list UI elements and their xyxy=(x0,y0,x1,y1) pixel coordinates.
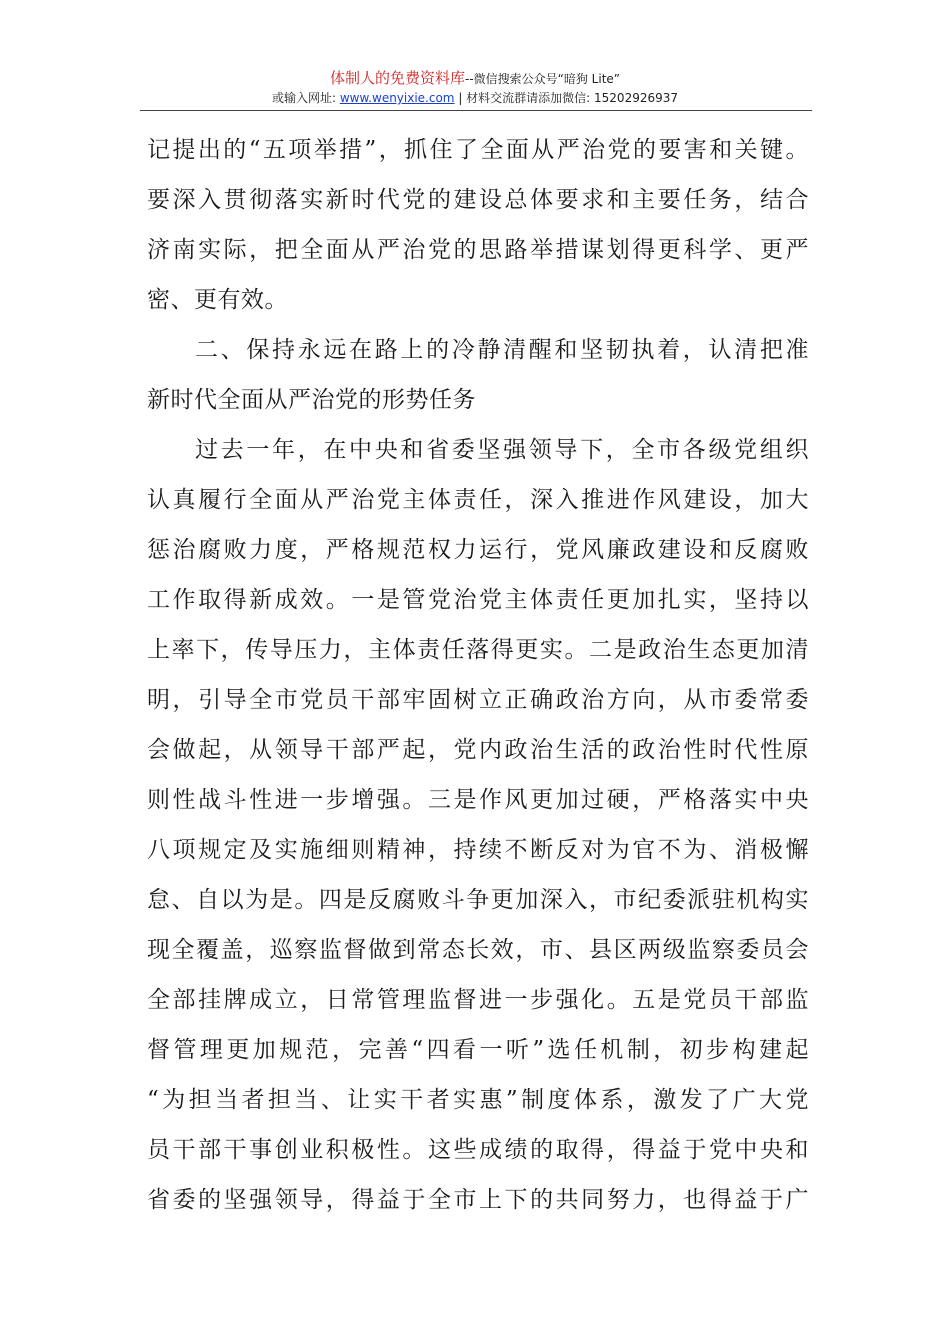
brand-title: 体制人的免费资料库 xyxy=(329,69,465,87)
url-prefix: 或输入网址: xyxy=(271,91,340,105)
text-line: 上率下，传导压力，主体责任落得更实。二是政治生态更加清 xyxy=(147,637,809,663)
text-line: 八项规定及实施细则精神，持续不断反对为官不为、消极懈 xyxy=(147,837,809,863)
section-heading-line: 新时代全面从严治党的形势任务 xyxy=(147,387,476,413)
text-line: 则性战斗性进一步增强。三是作风更加过硬，严格落实中央 xyxy=(147,787,809,813)
text-line: 明，引导全市党员干部牢固树立正确政治方向，从市委常委 xyxy=(147,687,809,713)
text-line: 工作取得新成效。一是管党治党主体责任更加扎实，坚持以 xyxy=(147,587,809,613)
text-line: 过去一年，在中央和省委坚强领导下，全市各级党组织 xyxy=(195,437,809,463)
text-line: 员干部干事创业积极性。这些成绩的取得，得益于党中央和 xyxy=(147,1137,809,1163)
website-link[interactable]: www.wenyixie.com xyxy=(339,91,455,105)
section-heading-line: 二、保持永远在路上的冷静清醒和坚韧执着，认清把准 xyxy=(195,337,809,363)
text-line: 惩治腐败力度，严格规范权力运行，党风廉政建设和反腐败 xyxy=(147,537,809,563)
header-contact-line xyxy=(0,89,950,107)
text-line: 现全覆盖，巡察监督做到常态长效，市、县区两级监察委员会 xyxy=(147,937,809,963)
header-tagline: --微信搜索公众号“暗狗 Lite” xyxy=(464,72,621,86)
text-line: 认真履行全面从严治党主体责任，深入推进作风建设，加大 xyxy=(147,487,809,513)
header-divider xyxy=(140,110,812,111)
document-body xyxy=(147,125,809,1225)
text-line: 要深入贯彻落实新时代党的建设总体要求和主要任务，结合 xyxy=(147,187,809,213)
contact-info: | 材料交流群请添加微信: 15202926937 xyxy=(454,91,679,105)
text-line: 全部挂牌成立，日常管理监督进一步强化。五是党员干部监 xyxy=(147,987,809,1013)
page-header xyxy=(0,68,950,107)
text-line: 记提出的“五项举措”，抓住了全面从严治党的要害和关键。 xyxy=(147,137,809,163)
text-line: 会做起，从领导干部严起，党内政治生活的政治性时代性原 xyxy=(147,737,809,763)
text-line: 济南实际，把全面从严治党的思路举措谋划得更科学、更严 xyxy=(147,237,809,263)
text-line: 怠、自以为是。四是反腐败斗争更加深入，市纪委派驻机构实 xyxy=(147,887,809,913)
text-line: 密、更有效。 xyxy=(147,287,288,313)
text-line: “为担当者担当、让实干者实惠”制度体系，激发了广大党 xyxy=(147,1087,809,1113)
text-line: 督管理更加规范，完善“四看一听”选任机制，初步构建起 xyxy=(147,1037,809,1063)
text-line: 省委的坚强领导，得益于全市上下的共同努力，也得益于广 xyxy=(147,1187,809,1213)
header-title-line xyxy=(0,68,950,89)
